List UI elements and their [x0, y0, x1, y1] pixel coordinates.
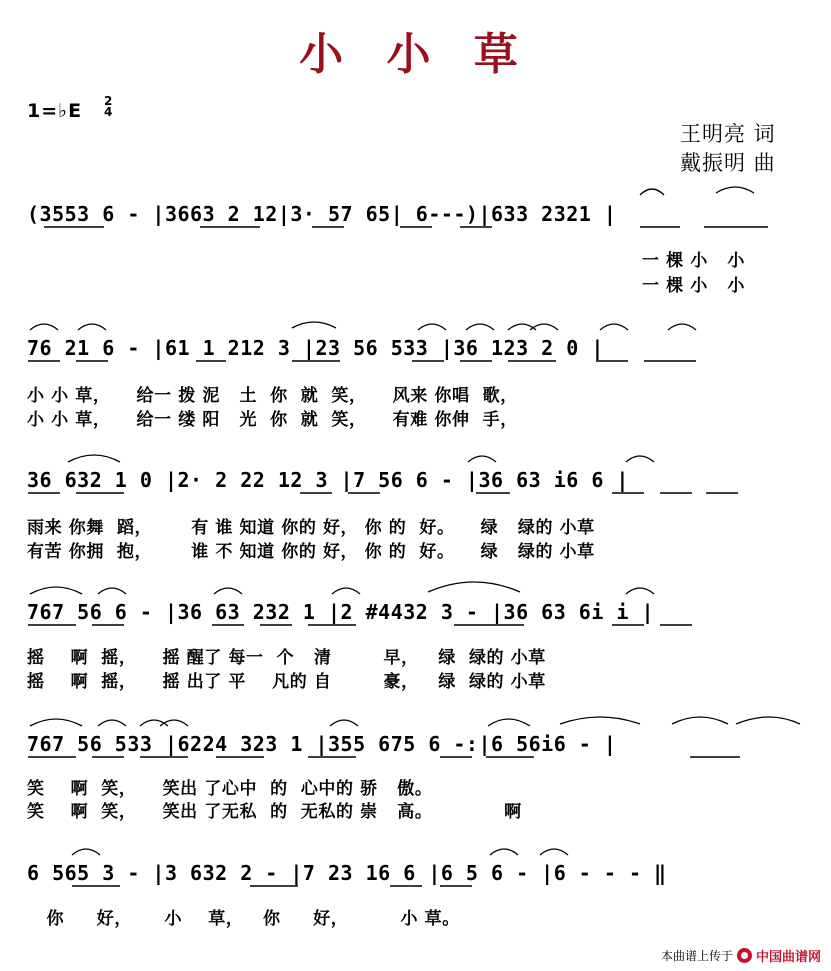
lyric-line-1-verse-1: 一 棵 小 小 — [642, 251, 745, 271]
site-footer — [661, 946, 821, 965]
notes-line-5: 767 56 533 |6224 323 1 |355 675 6 -:|6 56i6 - | — [27, 732, 617, 756]
meter-bottom: 4 — [104, 105, 113, 119]
notes-line-3: 36 632 1 0 |2· 2 22 12 3 |7 56 6 - |36 63 i6 6 | — [27, 468, 629, 492]
lyricist-credit: 王明亮 词 — [680, 122, 776, 146]
lyric-line-2-verse-2: 小 小 草， 给一 缕 阳 光 你 就 笑， 有难 你伸 手， — [27, 410, 518, 430]
notes-line-1: (3553 6 - |3663 2 12|3· 57 65| 6---)|633 2321 | — [27, 202, 617, 226]
lyric-line-5-verse-2: 笑 啊 笑， 笑出 了无私 的 无私的 崇 高。 啊 — [27, 802, 522, 822]
lyric-line-2-verse-1: 小 小 草， 给一 拨 泥 土 你 就 笑， 风来 你唱 歌， — [27, 386, 518, 406]
lyric-line-5-verse-1: 笑 啊 笑， 笑出 了心中 的 心中的 骄 傲。 — [27, 779, 433, 799]
time-signature — [104, 96, 112, 118]
notes-line-4: 767 56 6 - |36 63 232 1 |2 #4432 3 - |36 63 6i i | — [27, 600, 655, 624]
notes-line-6: 6 565 3 - |3 632 2 - |7 23 16 6 |6 5 6 - |6 - - - ‖ — [27, 861, 667, 885]
lyric-line-3-verse-2: 有苦 你拥 抱， 谁 不 知道 你的 好， 你 的 好。 绿 绿的 小草 — [27, 542, 595, 562]
notes-line-2: 76 21 6 - |61 1 212 3 |23 56 533 |36 123 2 0 | — [27, 336, 604, 360]
lyric-line-4-verse-2: 摇 啊 摇， 摇 出了 平 凡的 自 豪， 绿 绿的 小草 — [27, 672, 546, 692]
lyric-line-6: 你 好， 小 草， 你 好， 小 草。 — [27, 909, 460, 929]
footer-brand: 中国曲谱网 — [755, 950, 821, 965]
composer-credit: 戴振明 曲 — [680, 151, 776, 175]
song-title: 小 小 草 — [299, 29, 532, 80]
meter-top: 2 — [104, 94, 113, 108]
key-signature: 1=♭E — [27, 100, 83, 122]
lyric-line-4-verse-1: 摇 啊 摇， 摇 醒了 每一 个 清 早， 绿 绿的 小草 — [27, 648, 546, 668]
footer-text: 本曲谱上传于 — [660, 949, 733, 963]
lyric-line-3-verse-1: 雨来 你舞 蹈， 有 谁 知道 你的 好， 你 的 好。 绿 绿的 小草 — [27, 518, 595, 538]
site-logo-icon — [737, 948, 752, 963]
lyric-line-1-verse-2: 一 棵 小 小 — [642, 276, 745, 296]
